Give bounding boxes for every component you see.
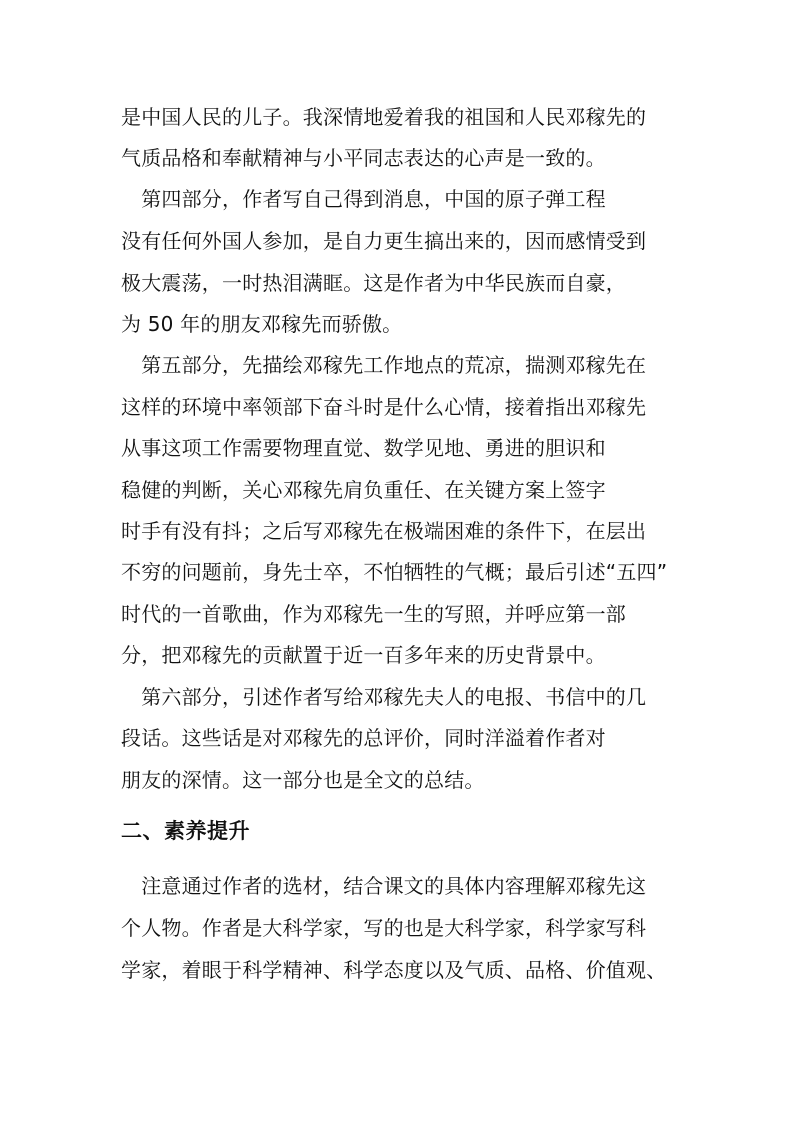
text-line: 个人物。作者是大科学家，写的也是大科学家，科学家写科 bbox=[121, 916, 647, 940]
text-line: 段话。这些话是对邓稼先的总评价，同时洋溢着作者对 bbox=[121, 726, 606, 750]
text-line: 这样的环境中率领部下奋斗时是什么心情，接着指出邓稼先 bbox=[121, 395, 647, 419]
text-line: 第四部分，作者写自己得到消息，中国的原子弹工程 bbox=[121, 187, 606, 211]
text-line: 没有任何外国人参加，是自力更生搞出来的，因而感情受到 bbox=[121, 229, 647, 253]
text-line: 时手有没有抖；之后写邓稼先在极端困难的条件下，在层出 bbox=[121, 519, 647, 543]
text-line: 不穷的问题前，身先士卒，不怕牺牲的气概；最后引述“五四” bbox=[121, 560, 668, 584]
text-line: 朋友的深情。这一部分也是全文的总结。 bbox=[121, 768, 485, 792]
text-line: 是中国人民的儿子。我深情地爱着我的祖国和人民邓稼先的 bbox=[121, 105, 647, 129]
text-line: 为 50 年的朋友邓稼先而骄傲。 bbox=[121, 312, 403, 336]
text-line: 注意通过作者的选材，结合课文的具体内容理解邓稼先这 bbox=[121, 874, 647, 898]
text-line: 学家，着眼于科学精神、科学态度以及气质、品格、价值观、 bbox=[121, 958, 667, 982]
text-line: 第六部分，引述作者写给邓稼先夫人的电报、书信中的几 bbox=[121, 685, 647, 709]
text-line: 稳健的判断，关心邓稼先肩负重任、在关键方案上签字 bbox=[121, 478, 606, 502]
text-line: 气质品格和奉献精神与小平同志表达的心声是一致的。 bbox=[121, 146, 606, 170]
text-line: 极大震荡，一时热泪满眶。这是作者为中华民族而自豪， bbox=[121, 271, 626, 295]
section-heading: 二、素养提升 bbox=[121, 819, 250, 843]
text-line: 从事这项工作需要物理直觉、数学见地、勇进的胆识和 bbox=[121, 436, 606, 460]
text-line: 分，把邓稼先的贡献置于近一百多年来的历史背景中。 bbox=[121, 643, 606, 667]
text-line: 第五部分，先描绘邓稼先工作地点的荒凉，揣测邓稼先在 bbox=[121, 353, 647, 377]
text-line: 时代的一首歌曲，作为邓稼先一生的写照，并呼应第一部 bbox=[121, 602, 626, 626]
